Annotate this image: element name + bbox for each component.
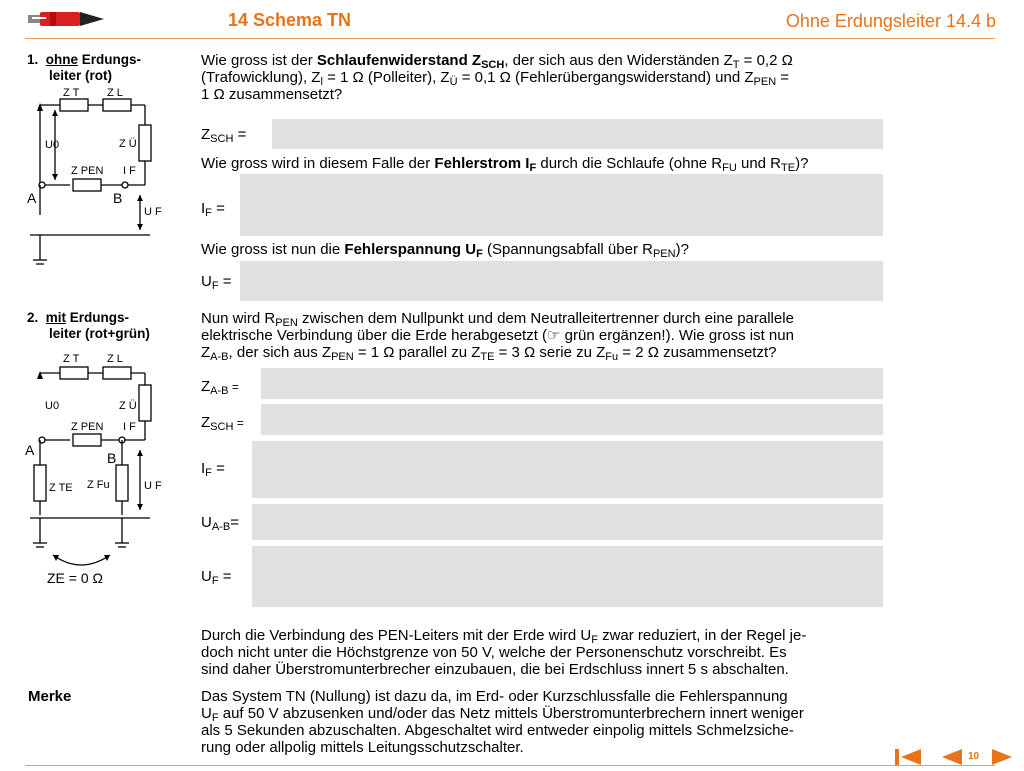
circuit-diagram-2 (25, 345, 175, 595)
zsch2-sub: SCH (210, 421, 234, 433)
zsch-label (201, 126, 246, 143)
uf2-u: U (201, 568, 212, 585)
q1-sub-b: T (732, 59, 740, 71)
uf2-label (201, 568, 232, 585)
label-zl-2: Z L (107, 353, 123, 365)
q1-line2b-sub: Ü (449, 76, 458, 88)
q1-text-b: , der sich aus den Widerständen Z (504, 52, 733, 69)
if2-i: I (201, 460, 206, 477)
merke-line2a-sub: F (211, 712, 219, 724)
q4-line3c-sub: TE (480, 351, 495, 363)
uab-answer-field[interactable] (252, 504, 883, 540)
label-zte: Z TE (49, 482, 73, 494)
zsch2-label (201, 414, 244, 431)
q1-line2b: = 1 Ω (Polleiter), Z (322, 69, 450, 86)
q3-sub-b: PEN (652, 248, 676, 260)
header-divider (25, 38, 995, 39)
q1-line2a-sub: l (320, 76, 323, 88)
label-zl: Z L (107, 87, 123, 99)
label-a: A (27, 190, 37, 206)
zab-sub: A-B (210, 385, 229, 397)
uf-eq: = (218, 273, 232, 290)
zsch-eq: = (233, 126, 247, 143)
label-zu: Z Ü (119, 138, 137, 150)
zab-z: Z (201, 378, 211, 395)
side-label-2 (27, 310, 150, 342)
q2-bold-sub: F (529, 162, 537, 174)
label-if: I F (123, 165, 136, 177)
pencil-logo-icon (28, 8, 108, 30)
page-subtitle: Ohne Erdungsleiter 14.4 b (785, 11, 996, 31)
q1-line3: 1 Ω zusammensetzt? (201, 86, 343, 103)
merke-line2a: U (201, 705, 212, 722)
side-2-underlined: mit (45, 310, 67, 325)
zab-answer-field[interactable] (261, 368, 883, 399)
q2-sub-b: FU (722, 162, 737, 174)
q2-text-d: )? (795, 155, 809, 172)
uab-label (201, 514, 239, 531)
side-label-1 (27, 52, 141, 84)
if2-label (201, 460, 225, 477)
q1-line2c: = 0,1 Ω (Fehlerübergangswiderstand) und Z (457, 69, 754, 86)
if-eq: = (211, 200, 225, 217)
uab-u: U (201, 514, 212, 531)
merke-line3: als 5 Sekunden abzuschalten. Abgeschaltet wird entweder einpolig mittels Schmelzsiche- (201, 722, 794, 739)
label-zpen: Z PEN (71, 165, 104, 177)
label-u0: U0 (45, 139, 60, 151)
q4-line3b-sub: PEN (331, 351, 354, 363)
circuit-diagram-1 (25, 85, 175, 285)
para-line1b: zwar reduziert, in der Regel je- (597, 627, 807, 644)
para-line3: sind daher Überstromunterbrecher einzubauen, die bei Erdschluss innert 5 s abschalten. (201, 661, 789, 678)
q3-text-c: )? (675, 241, 689, 258)
q4-line3a-sub: A-B (210, 351, 229, 363)
uf2-sub: F (211, 575, 219, 587)
merke-text (201, 688, 901, 756)
explanation-paragraph (201, 627, 901, 678)
question-1 (201, 52, 901, 103)
label-b: B (113, 190, 123, 206)
uf-u: U (201, 273, 212, 290)
q4-line3a: Z (201, 344, 211, 361)
if2-sub: F (205, 467, 212, 479)
para-line2: doch nicht unter die Höchstgrenze von 50 V, welche der Personenschutz vorschreibt. Es (201, 644, 787, 661)
side-1-underlined: ohne (45, 52, 79, 67)
label-a-2: A (25, 442, 35, 458)
para-line1a-sub: F (591, 634, 598, 646)
label-zu-2: Z Ü (119, 400, 137, 412)
question-4 (201, 310, 901, 361)
q1-bold: Schlaufenwiderstand Z (316, 52, 482, 69)
q4-line3d-sub: Fu (605, 351, 619, 363)
label-uf: U F (144, 206, 162, 218)
q4-line3c: = 1 Ω parallel zu Z (353, 344, 481, 361)
q2-text-a: Wie gross wird in diesem Falle der (201, 155, 435, 172)
label-zt-2: Z T (63, 353, 80, 365)
q4-line1a-sub: PEN (275, 317, 298, 329)
uf2-eq: = (218, 568, 232, 585)
q4-line1a: Nun wird R (201, 310, 276, 327)
merke-line1: Das System TN (Nullung) ist dazu da, im Erd- oder Kurzschlussfalle die Fehlerspannung (201, 688, 788, 705)
para-line1a: Durch die Verbindung des PEN-Leiters mit der Erde wird U (201, 627, 592, 644)
footer-divider (25, 765, 995, 766)
q3-bold: Fehlerspannung U (344, 241, 477, 258)
merke-line2b: auf 50 V abzusenken und/oder das Netz mittels Überstromunterbrechern innert weniger (218, 705, 804, 722)
question-3 (201, 241, 901, 258)
q4-line3b: , der sich aus Z (228, 344, 332, 361)
q1-text-c: = 0,2 Ω (739, 52, 793, 69)
q2-text-b: durch die Schlaufe (ohne R (536, 155, 723, 172)
page-title: 14 Schema TN (228, 10, 352, 30)
label-zpen-2: Z PEN (71, 421, 104, 433)
merke-label: Merke (28, 688, 72, 705)
q3-bold-sub: F (476, 248, 483, 260)
zsch2-z: Z (201, 414, 211, 431)
label-uf-2: U F (144, 480, 162, 492)
uf-answer-field[interactable] (240, 261, 883, 301)
uab-sub: A-B (211, 521, 231, 533)
q1-bold-sub: SCH (481, 59, 505, 71)
if-i: I (201, 200, 206, 217)
if2-eq: = (211, 460, 225, 477)
label-ze: ZE = 0 Ω (47, 570, 103, 586)
q4-line3e: = 2 Ω zusammensetzt? (618, 344, 777, 361)
label-b-2: B (107, 450, 117, 466)
uf2-answer-field[interactable] (252, 546, 883, 607)
uab-eq: = (230, 514, 239, 531)
page-number: 10 (968, 751, 980, 762)
q4-line2: elektrische Verbindung über die Erde herabgesetzt (☞ grün ergänzen!). Wie gross ist nun (201, 327, 794, 344)
q2-text-c: und R (736, 155, 782, 172)
side-2-text: Erdungs- (66, 310, 130, 325)
q1-line2d: = (776, 69, 790, 86)
q1-text-a: Wie gross ist der (201, 52, 317, 69)
label-zfu: Z Fu (87, 479, 110, 491)
zsch2-eq: = (233, 416, 244, 430)
side-2-num: 2. (27, 310, 39, 325)
merke-line4: rung oder allpolig mittels Leitungsschutzschalter. (201, 739, 524, 756)
zab-label (201, 378, 239, 395)
zsch-answer-field[interactable] (272, 119, 883, 149)
if-label (201, 200, 225, 217)
q3-text-a: Wie gross ist nun die (201, 241, 345, 258)
if-sub: F (205, 207, 212, 219)
label-u0-2: U0 (45, 400, 60, 412)
side-1-text: Erdungs- (78, 52, 142, 67)
side-1-num: 1. (27, 52, 39, 67)
if-answer-field[interactable] (240, 174, 883, 236)
q1-line2a: (Trafowicklung), Z (201, 69, 321, 86)
label-if-2: I F (123, 421, 136, 433)
q3-text-b: (Spannungsabfall über R (482, 241, 653, 258)
uf-label (201, 273, 232, 290)
q4-line3d: = 3 Ω serie zu Z (494, 344, 606, 361)
label-zt: Z T (63, 87, 80, 99)
uf-sub: F (211, 280, 219, 292)
zsch2-answer-field[interactable] (261, 404, 883, 435)
side-1-line2: leiter (rot) (49, 68, 113, 83)
q1-line2c-sub: PEN (753, 76, 777, 88)
question-2 (201, 155, 901, 172)
side-2-line2: leiter (rot+grün) (49, 326, 150, 341)
q2-sub-c: TE (781, 162, 796, 174)
if2-answer-field[interactable] (252, 441, 883, 498)
zsch-sub: SCH (210, 133, 234, 145)
zsch-z: Z (201, 126, 211, 143)
q2-bold: Fehlerstrom I (434, 155, 530, 172)
zab-eq: = (228, 380, 239, 394)
q4-line1b: zwischen dem Nullpunkt und dem Neutralleitertrenner durch eine parallele (297, 310, 794, 327)
